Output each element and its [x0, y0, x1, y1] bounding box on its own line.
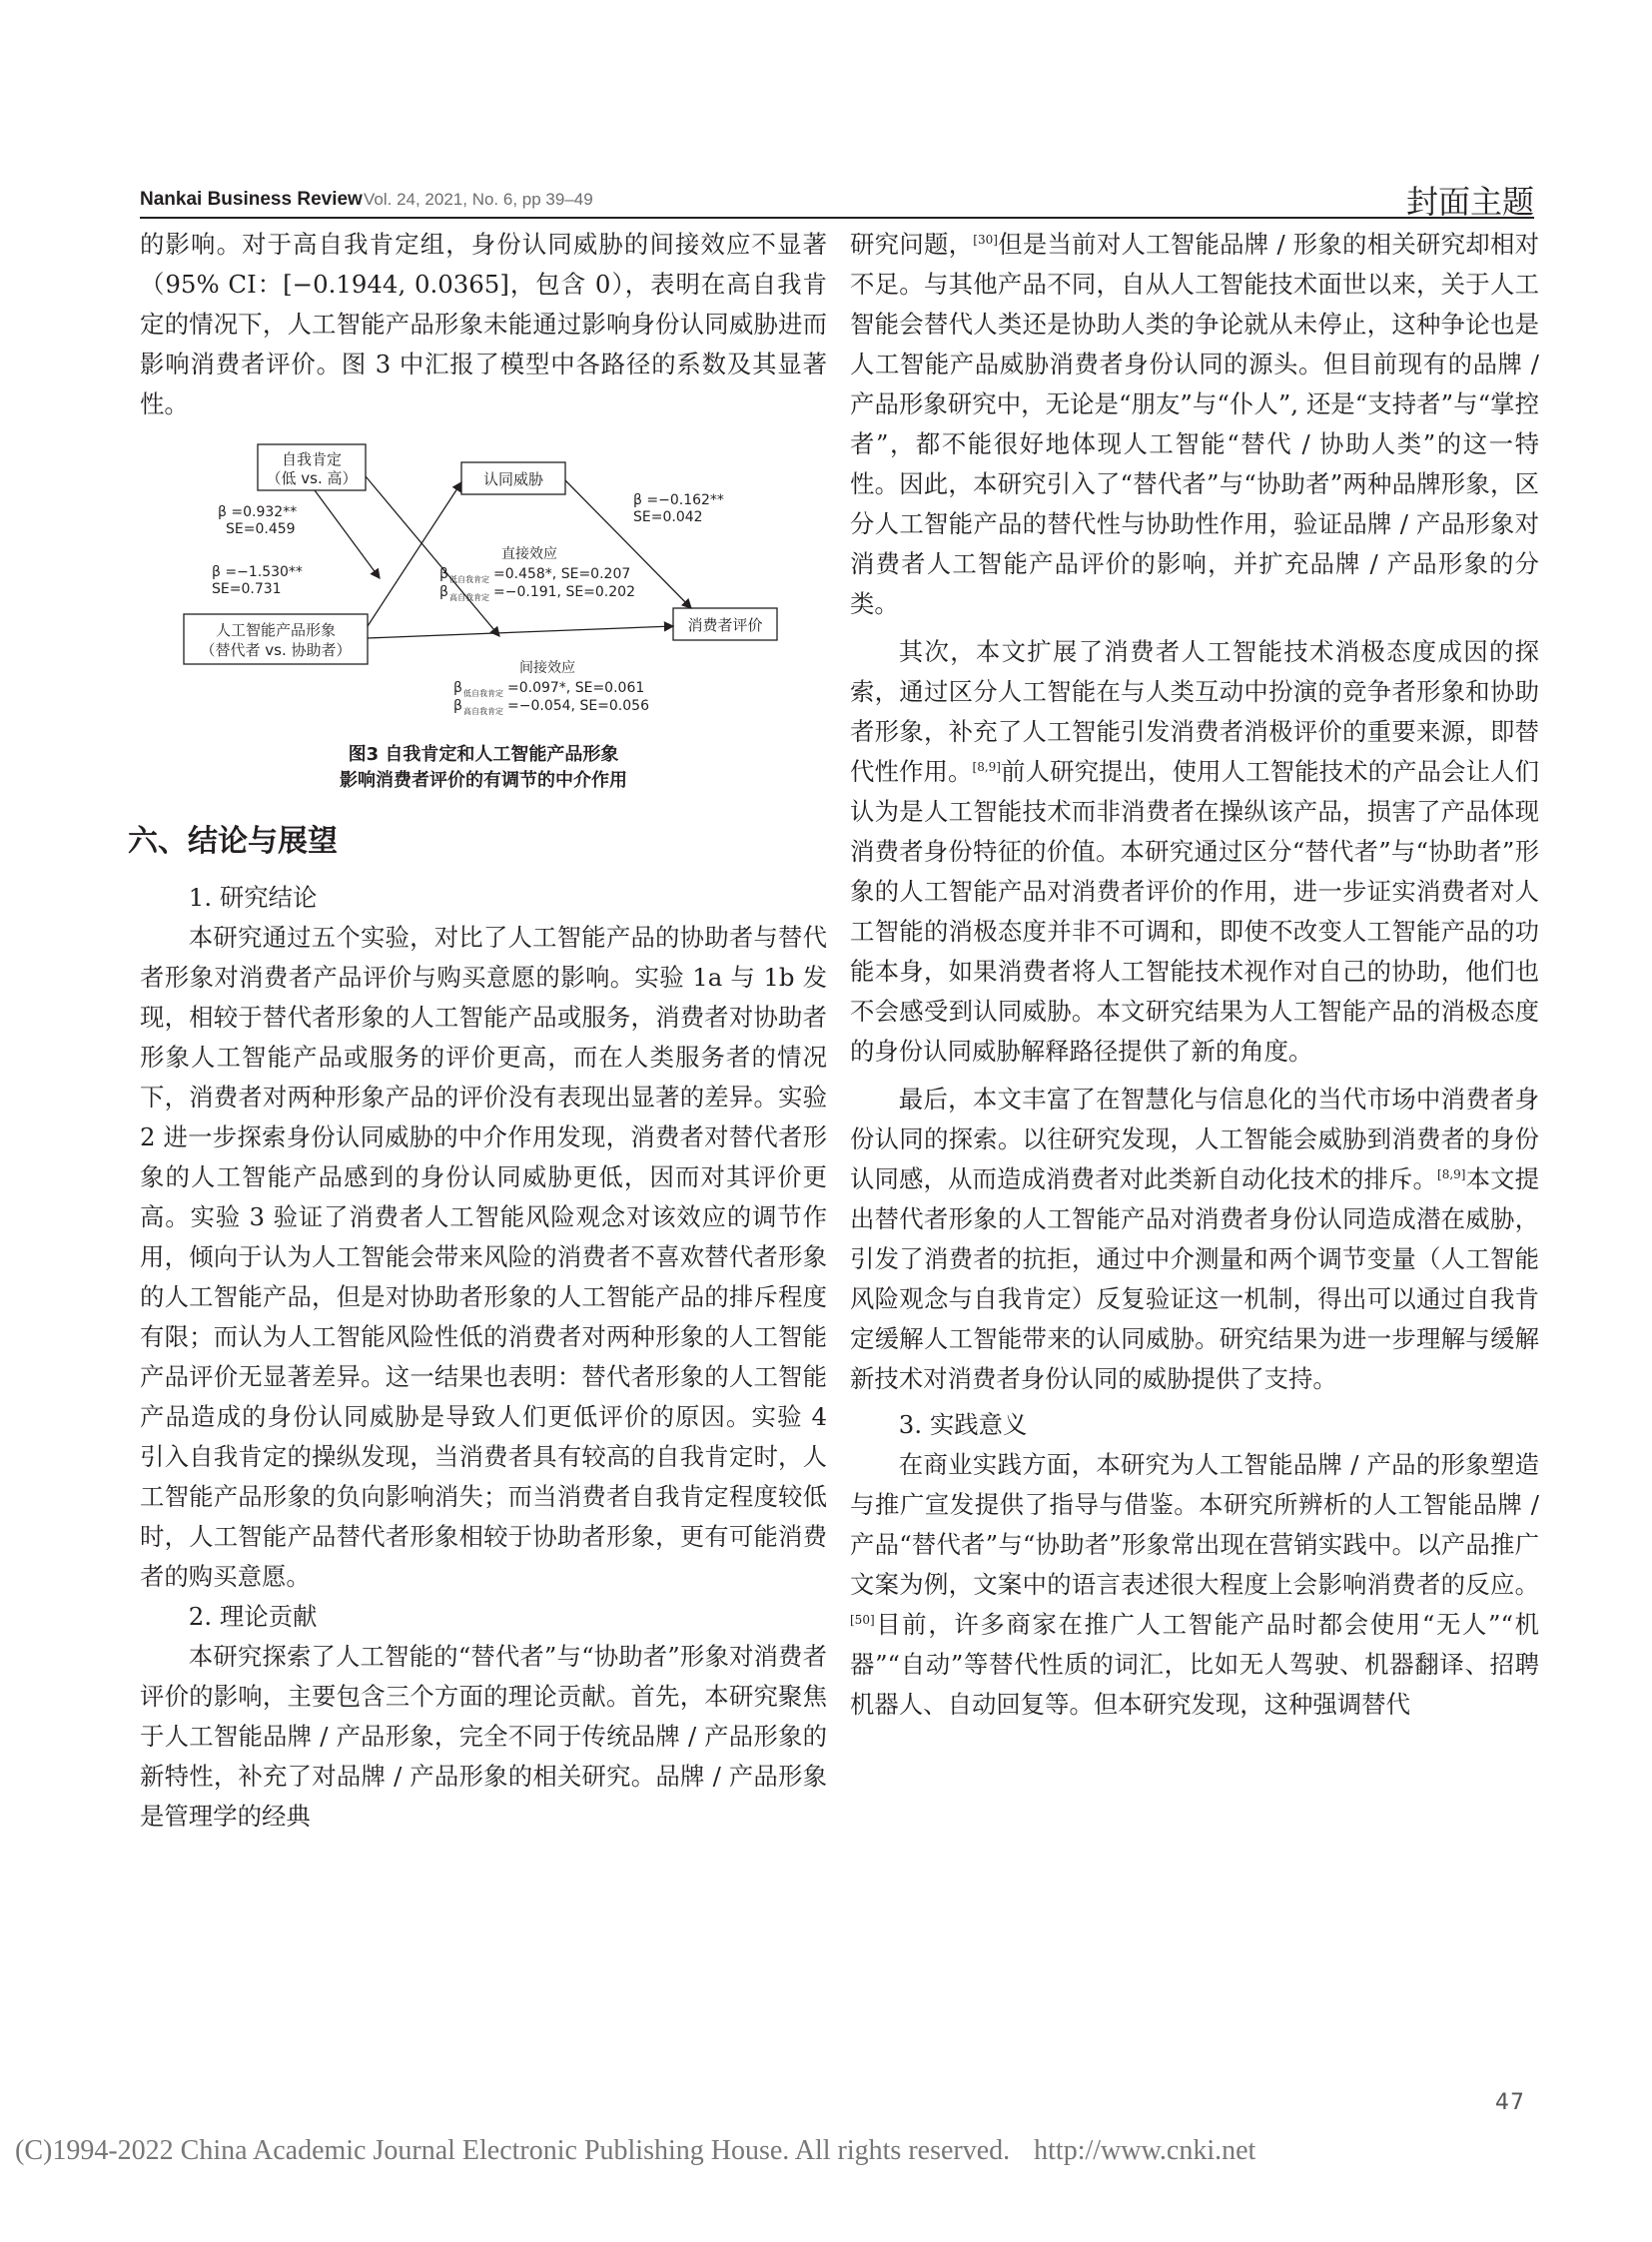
label-self: 自我肯定: [281, 450, 343, 468]
citation: [8,9]: [972, 759, 1001, 774]
indirect-high-sub: 高自我肯定: [463, 707, 503, 716]
left-column: [128, 225, 827, 1837]
paragraph-identity: [850, 1080, 1539, 1399]
direct-low-sub: 低自我肯定: [449, 575, 489, 584]
citation: [50]: [850, 1612, 875, 1627]
figure-caption-line2: 影响消费者评价的有调节的中介作用: [340, 770, 627, 791]
indirect-effect-title: 间接效应: [519, 660, 575, 676]
arrow-ai-to-threat: [368, 482, 461, 626]
copyright-text: (C)1994-2022 China Academic Journal Electronic Publishing House. All rights reserved.: [15, 2135, 1011, 2166]
text-run: 研究问题，: [850, 230, 974, 259]
path-a2-coef: β =−1.530**: [212, 564, 303, 580]
arrow-self-to-ai-path: [315, 490, 380, 578]
figure-caption-line1: 图3 自我肯定和人工智能产品形象: [348, 744, 619, 765]
paragraph-practical-implications: [850, 1445, 1539, 1725]
cnki-link[interactable]: http://www.cnki.net: [1034, 2135, 1256, 2166]
journal-volume: Vol. 24, 2021, No. 6, pp 39–49: [364, 190, 593, 209]
direct-low-value: =0.458*, SE=0.207: [493, 566, 631, 582]
paragraph-mediation-result: 的影响。对于高自我肯定组，身份认同威胁的间接效应不显著（95% CI：[−0.1944, 0.0365]，包含 0），表明在高自我肯定的情况下，人工智能产品形象未能通过影响身份认同威胁进而影响消费者评价。图 3 中汇报了模型中各路径的系数及其显著性。: [140, 230, 827, 418]
citation: [8,9]: [1437, 1166, 1466, 1181]
path-a1-se: SE=0.459: [226, 521, 296, 537]
label-eval: 消费者评价: [687, 616, 763, 634]
arrow-self-to-direct-path: [366, 476, 499, 636]
indirect-high-value: =−0.054, SE=0.056: [507, 698, 649, 714]
section-heading-conclusion: 六、结论与展望: [128, 824, 338, 859]
label-threat: 认同威胁: [482, 470, 544, 488]
paragraph-brand-image: [850, 225, 1539, 624]
direct-high-sub: 高自我肯定: [449, 593, 489, 602]
citation: [30]: [973, 232, 998, 247]
moderated-mediation-diagram: [140, 440, 827, 740]
text-run: 但是当前对人工智能品牌 / 形象的相关研究却相对不足。与其他产品不同，自从人工智能技术面世以来，关于人工智能会替代人类还是协助人类的争论就从未停止，这种争论也是人工智能产品威胁消费者身份认同的源头。但目前现有的品牌 / 产品形象研究中，无论是“朋友”与“仆人”, 还是“支持者”与“掌控者”，都不能很好地体现人工智能“替代 / 协助人类”的这一特性。因此，本研究引入了“替代者”与“协助者”两种品牌形象，区分人工智能产品的替代性与协助性作用，验证品牌 / 产品形象对消费者人工智能产品评价的影响，并扩充品牌 / 产品形象的分类。: [850, 230, 1539, 618]
running-header: [140, 181, 1534, 219]
indirect-high-beta: β: [453, 698, 462, 714]
subheading-theory-contribution: 2. 理论贡献: [188, 1602, 318, 1631]
subheading-practical-implications: 3. 实践意义: [898, 1410, 1028, 1439]
direct-effect-title: 直接效应: [501, 546, 557, 562]
text-run: 最后，本文丰富了在智慧化与信息化的当代市场中消费者身份认同的探索。以往研究发现，人工智能会威胁到消费者的身份认同感，从而造成消费者对此类新自动化技术的排斥。: [850, 1085, 1539, 1193]
direct-low-beta: β: [439, 566, 448, 582]
right-column: [850, 225, 1539, 1725]
copyright-notice: [0, 2135, 1652, 2167]
label-ai: 人工智能产品形象: [215, 621, 337, 639]
indirect-low-sub: 低自我肯定: [463, 689, 503, 698]
indirect-low-beta: β: [453, 680, 462, 696]
text-run: 本文提出替代者形象的人工智能产品对消费者身份认同造成潜在威胁，引发了消费者的抗拒，通过中介测量和两个调节变量（人工智能风险观念与自我肯定）反复验证这一机制，得出可以通过自我肯定缓解人工智能带来的认同威胁。研究结果为进一步理解与缓解新技术对消费者身份认同的威胁提供了支持。: [850, 1164, 1539, 1393]
paragraph-research-conclusion: 本研究通过五个实验，对比了人工智能产品的协助者与替代者形象对消费者产品评价与购买意愿的影响。实验 1a 与 1b 发现，相较于替代者形象的人工智能产品或服务，消费者对协助者形象人工智能产品或服务的评价更高，而在人类服务者的情况下，消费者对两种形象产品的评价没有表现出显著的差异。实验 2 进一步探索身份认同威胁的中介作用发现，消费者对替代者形象的人工智能产品感到的身份认同威胁更低，因而对其评价更高。实验 3 验证了消费者人工智能风险观念对该效应的调节作用，倾向于认为人工智能会带来风险的消费者不喜欢替代者形象的人工智能产品，但是对协助者形象的人工智能产品的排斥程度有限；而认为人工智能风险性低的消费者对两种形象的人工智能产品评价无显著差异。这一结果也表明：替代者形象的人工智能产品造成的身份认同威胁是导致人们更低评价的原因。实验 4 引入自我肯定的操纵发现，当消费者具有较高的自我肯定时，人工智能产品形象的负向影响消失；而当消费者自我肯定程度较低时，人工智能产品替代者形象相较于协助者形象，更有可能消费者的购买意愿。: [140, 923, 827, 1591]
figure-3: [140, 440, 827, 740]
path-b-coef: β =−0.162**: [633, 492, 724, 508]
label-ai-sub: （替代者 vs. 协助者）: [200, 641, 352, 659]
path-a2-se: SE=0.731: [212, 581, 282, 597]
paragraph-negative-attitude: [850, 632, 1539, 1072]
direct-high-value: =−0.191, SE=0.202: [493, 584, 635, 600]
section-tag: 封面主题: [1405, 183, 1534, 221]
text-run: 在商业实践方面，本研究为人工智能品牌 / 产品的形象塑造与推广宣发提供了指导与借鉴。本研究所辨析的人工智能品牌 / 产品“替代者”与“协助者”形象常出现在营销实践中。以产品推广文案为例，文案中的语言表述很大程度上会影响消费者的反应。: [850, 1450, 1539, 1599]
page-number: 47: [1495, 2090, 1525, 2115]
subheading-research-conclusion: 1. 研究结论: [188, 883, 318, 912]
label-self-sub: （低 vs. 高）: [266, 469, 358, 487]
path-b-se: SE=0.042: [633, 509, 703, 525]
paragraph-theory-contribution: 本研究探索了人工智能的“替代者”与“协助者”形象对消费者评价的影响，主要包含三个方面的理论贡献。首先，本研究聚焦于人工智能品牌 / 产品形象，完全不同于传统品牌 / 产品形象的新特性，补充了对品牌 / 产品形象的相关研究。品牌 / 产品形象是管理学的经典: [140, 1642, 827, 1831]
indirect-low-value: =0.097*, SE=0.061: [507, 680, 645, 696]
text-run: 前人研究提出，使用人工智能技术的产品会让人们认为是人工智能技术而非消费者在操纵该产品，损害了产品体现消费者身份特征的价值。本研究通过区分“替代者”与“协助者”形象的人工智能产品对消费者评价的作用，进一步证实消费者对人工智能的消极态度并非不可调和，即使不改变人工智能产品的功能本身，如果消费者将人工智能技术视作对自己的协助，他们也不会感受到认同威胁。本文研究结果为人工智能产品的消极态度的身份认同威胁解释路径提供了新的角度。: [850, 757, 1539, 1066]
figure-caption: [140, 742, 827, 794]
text-run: 目前，许多商家在推广人工智能产品时都会使用“无人”“机器”“自动”等替代性质的词汇，比如无人驾驶、机器翻译、招聘机器人、自动回复等。但本研究发现，这种强调替代: [850, 1610, 1539, 1719]
arrow-ai-to-eval: [368, 626, 673, 638]
direct-high-beta: β: [439, 584, 448, 600]
path-a1-coef: β =0.932**: [218, 504, 298, 520]
text-run: 其次，本文扩展了消费者人工智能技术消极态度成因的探索，通过区分人工智能在与人类互动中扮演的竞争者形象和协助者形象，补充了人工智能引发消费者消极评价的重要来源，即替代性作用。: [850, 637, 1539, 786]
journal-name: Nankai Business Review: [140, 189, 363, 210]
